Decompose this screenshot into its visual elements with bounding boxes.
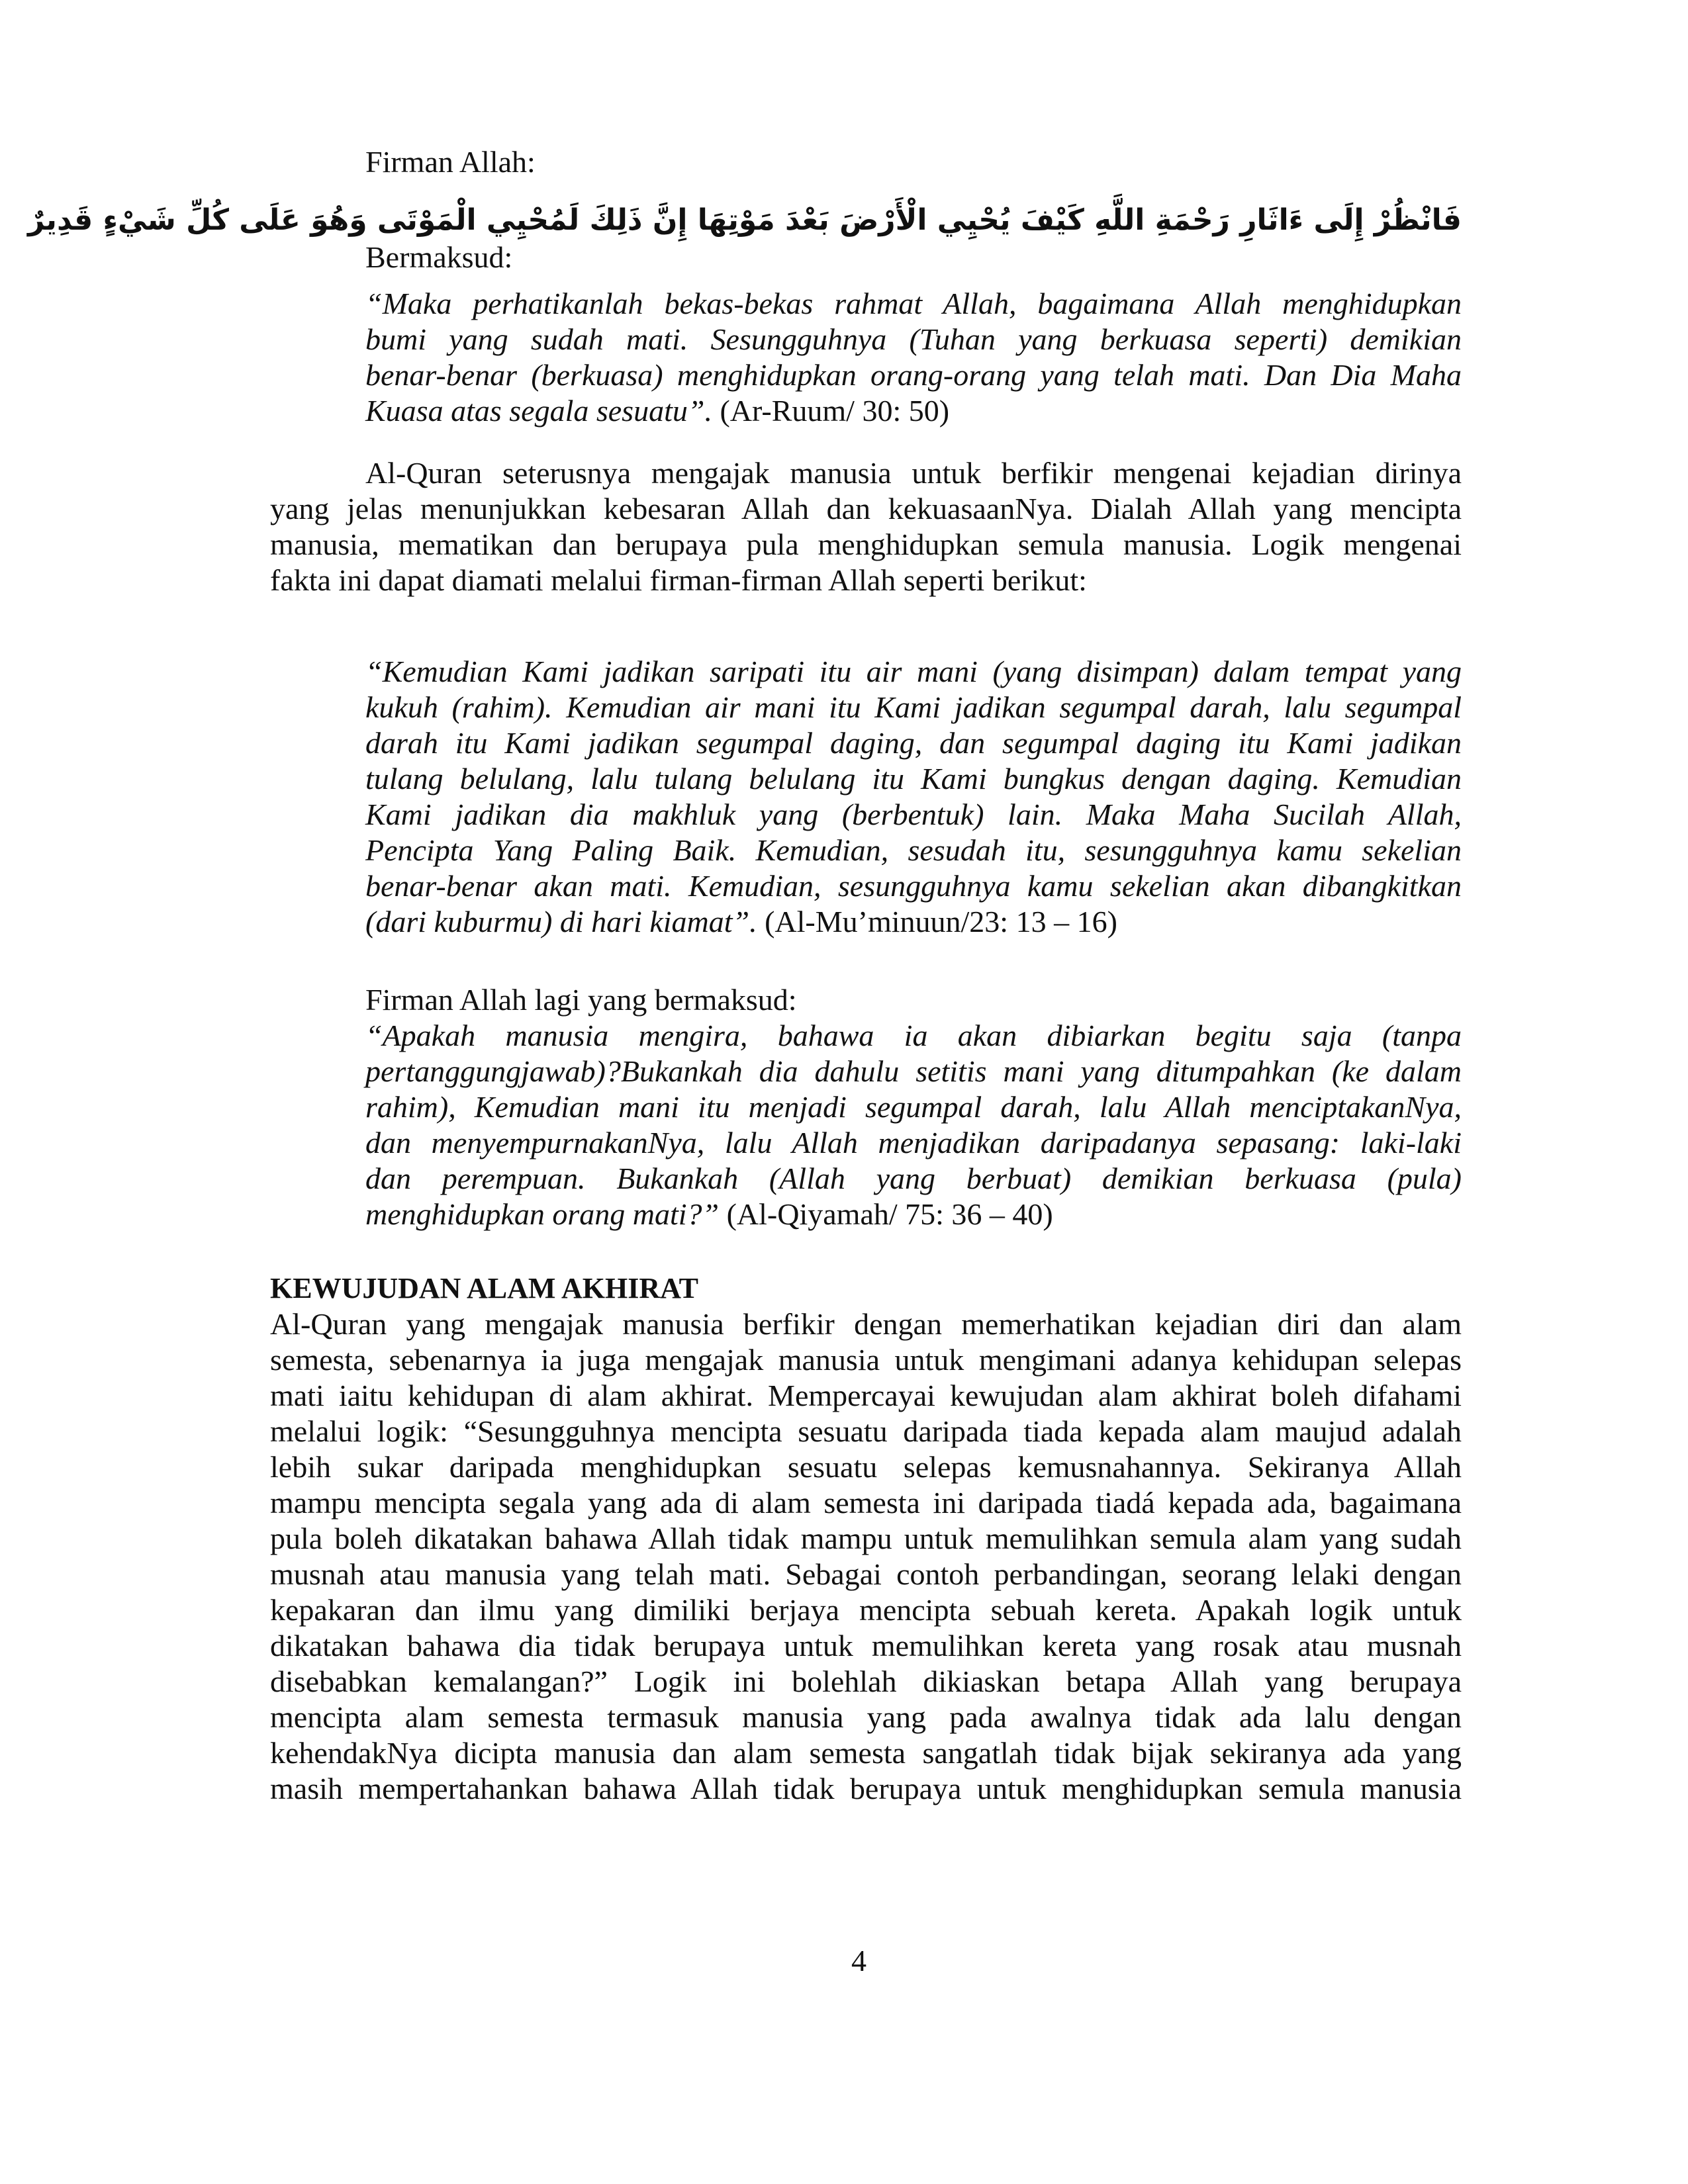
reference: (Ar-Ruum/ 30: 50) xyxy=(712,394,950,428)
reference: (Al-Mu’minuun/23: 13 – 16) xyxy=(757,905,1117,938)
arabic-verse: فَانْظُرْ إِلَى ءَاثَارِ رَحْمَةِ اللَّهِ كَيْفَ يُحْيِي الْأَرْضَ بَعْدَ مَوْتِهَا إِنَّ ذَلِكَ لَمُحْيِي الْمَوْتَى وَهُوَ عَلَى كُلِّ شَيْءٍ قَدِيرٌ xyxy=(28,203,1462,237)
reference: (Al-Qiyamah/ 75: 36 – 40) xyxy=(719,1197,1053,1231)
quote-ar-ruum: “Maka perhatikanlah bekas-bekas rahmat Allah, bagaimana Allah menghidupkan bumi yang sudah mati. Sesungguhnya (Tuhan yang berkuasa seperti) demikian benar-benar (berkuasa) menghidupkan orang-orang yang telah mati. Dan Dia Maha Kuasa atas segala sesuatu”. (Ar-Ruum/ 30: 50) xyxy=(365,287,1462,428)
section-heading: KEWUJUDAN ALAM AKHIRAT xyxy=(270,1272,699,1304)
quote-al-qiyamah: Firman Allah lagi yang bermaksud: “Apakah manusia mengira, bahawa ia akan dibiarkan begitu saja (tanpa pertanggungjawab)?Bukankah dia dahulu setitis mani yang ditumpahkan (ke dalam rahim), Kemudian mani itu menjadi segumpal darah, lalu Allah menciptakanNya, dan menyempurnakanNya, lalu Allah menjadikan daripadanya sepasang: laki-laki dan perempuan. Bukankah (Allah yang berbuat) demikian berkuasa (pula) menghidupkan orang mati?” (Al-Qiyamah/ 75: 36 – 40) xyxy=(365,983,1462,1231)
firman-intro: Firman Allah: xyxy=(365,145,536,179)
paragraph-1: Al-Quran seterusnya mengajak manusia untuk berfikir mengenai kejadian dirinya yang jelas menunjukkan kebesaran Allah dan kekuasaanNya. Dialah Allah yang mencipta manusia, mematikan dan berupaya pula menghidupkan semula manusia. Logik mengenai fakta ini dapat diamati melalui firman-firman Allah seperti berikut: xyxy=(270,456,1462,597)
bermaksud-label: Bermaksud: xyxy=(365,240,513,274)
page-number: 4 xyxy=(851,1944,867,1978)
section-akhirat: KEWUJUDAN ALAM AKHIRAT Al-Quran yang mengajak manusia berfikir dengan memerhatikan kejadian diri dan alam semesta, sebenarnya ia juga mengajak manusia untuk mengimani adanya kehidupan selepas mati iaitu kehidupan di alam akhirat. Mempercayai kewujudan alam akhirat boleh difahami melalui logik: “Sesungguhnya mencipta sesuatu daripada tiada kepada alam maujud adalah lebih sukar daripada menghidupkan sesuatu selepas kemusnahannya. Sekiranya Allah mampu mencipta segala yang ada di alam semesta ini daripada tiadá kepada ada, bagaimana pula boleh dikatakan bahawa Allah tidak mampu untuk memulihkan semula alam yang sudah musnah atau manusia yang telah mati. Sebagai contoh perbandingan, seorang lelaki dengan kepakaran dan ilmu yang dimiliki berjaya mencipta sebuah kereta. Apakah logik untuk dikatakan bahawa dia tidak berupaya untuk memulihkan kereta yang rosak atau musnah disebabkan kemalangan?” Logik ini bolehlah dikiaskan betapa Allah yang berupaya mencipta alam semesta termasuk manusia yang pada awalnya tidak ada lalu dengan kehendakNya dicipta manusia dan alam semesta sangatlah tidak bijak sekiranya ada yang masih mempertahankan bahawa Allah tidak berupaya untuk menghidupkan semula manusia xyxy=(270,1272,1462,1805)
quote-al-muminuun: “Kemudian Kami jadikan saripati itu air mani (yang disimpan) dalam tempat yang kukuh (rahim). Kemudian air mani itu Kami jadikan segumpal darah, lalu segumpal darah itu Kami jadikan segumpal daging, dan segumpal daging itu Kami jadikan tulang belulang, lalu tulang belulang itu Kami bungkus dengan daging. Kemudian Kami jadikan dia makhluk yang (berbentuk) lain. Maka Maha Sucilah Allah, Pencipta Yang Paling Baik. Kemudian, sesudah itu, sesungguhnya kamu sekelian benar-benar akan mati. Kemudian, sesungguhnya kamu sekelian akan dibangkitkan (dari kuburmu) di hari kiamat”. (Al-Mu’minuun/23: 13 – 16) xyxy=(365,655,1462,938)
